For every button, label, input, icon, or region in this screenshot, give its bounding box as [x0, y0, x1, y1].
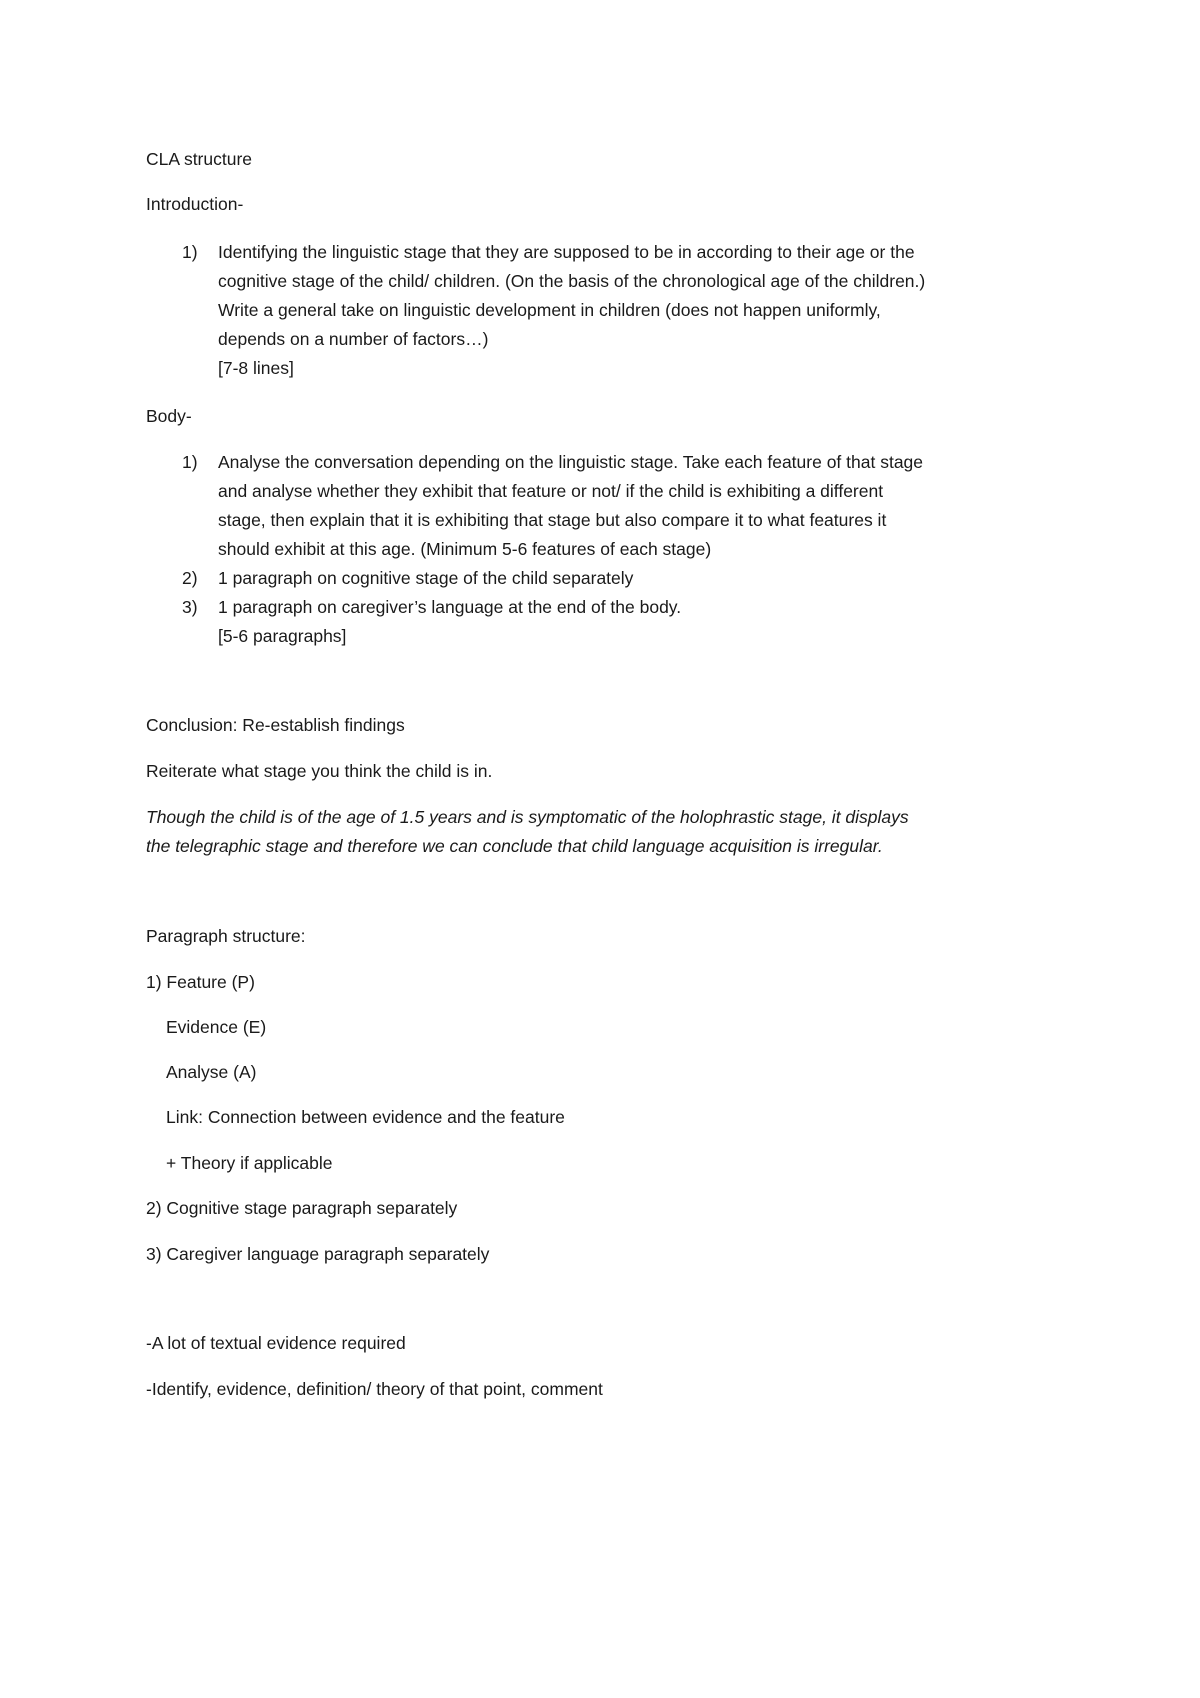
body-item-line: [5-6 paragraphs]: [218, 626, 347, 646]
paragraph-structure-point: 2) Cognitive stage paragraph separately: [146, 1198, 458, 1218]
paragraph-structure-point: 3) Caregiver language paragraph separately: [146, 1244, 490, 1264]
intro-item-number: 1): [182, 242, 198, 262]
intro-line: cognitive stage of the child/ children. (On the basis of the chronological age of the children.): [218, 271, 926, 291]
body-item-number: 3): [182, 597, 198, 617]
body-item-line: and analyse whether they exhibit that feature or not/ if the child is exhibiting a different: [218, 481, 884, 501]
conclusion-reiterate: Reiterate what stage you think the child is in.: [146, 761, 493, 781]
body-item-line: should exhibit at this age. (Minimum 5-6 features of each stage): [218, 539, 712, 559]
conclusion-example-line: the telegraphic stage and therefore we can conclude that child language acquisition is irregular.: [146, 836, 883, 856]
intro-line: depends on a number of factors…): [218, 329, 489, 349]
paragraph-structure-sub: Analyse (A): [166, 1062, 257, 1082]
body-item-line: Analyse the conversation depending on the linguistic stage. Take each feature of that stage: [218, 452, 924, 472]
intro-line: [7-8 lines]: [218, 358, 294, 378]
intro-line: Write a general take on linguistic development in children (does not happen uniformly,: [218, 300, 881, 320]
body-item-line: 1 paragraph on cognitive stage of the child separately: [218, 568, 634, 588]
body-item-line: 1 paragraph on caregiver’s language at the end of the body.: [218, 597, 682, 617]
paragraph-structure-sub: Link: Connection between evidence and the feature: [166, 1107, 565, 1127]
document-title: CLA structure: [146, 149, 253, 169]
paragraph-structure-sub: + Theory if applicable: [166, 1153, 333, 1173]
paragraph-structure-point: 1) Feature (P): [146, 972, 255, 992]
note-line: -Identify, evidence, definition/ theory of that point, comment: [146, 1379, 603, 1399]
body-item-number: 1): [182, 452, 198, 472]
paragraph-structure-sub: Evidence (E): [166, 1017, 267, 1037]
introduction-heading: Introduction-: [146, 194, 244, 214]
note-line: -A lot of textual evidence required: [146, 1333, 406, 1353]
intro-line: Identifying the linguistic stage that they are supposed to be in according to their age or the: [218, 242, 915, 262]
body-item-number: 2): [182, 568, 198, 588]
conclusion-example-line: Though the child is of the age of 1.5 years and is symptomatic of the holophrastic stage, it displays: [146, 807, 909, 827]
body-heading: Body-: [146, 406, 192, 426]
conclusion-heading: Conclusion: Re-establish findings: [146, 715, 405, 735]
paragraph-structure-heading: Paragraph structure:: [146, 926, 306, 946]
body-item-line: stage, then explain that it is exhibiting that stage but also compare it to what features it: [218, 510, 887, 530]
